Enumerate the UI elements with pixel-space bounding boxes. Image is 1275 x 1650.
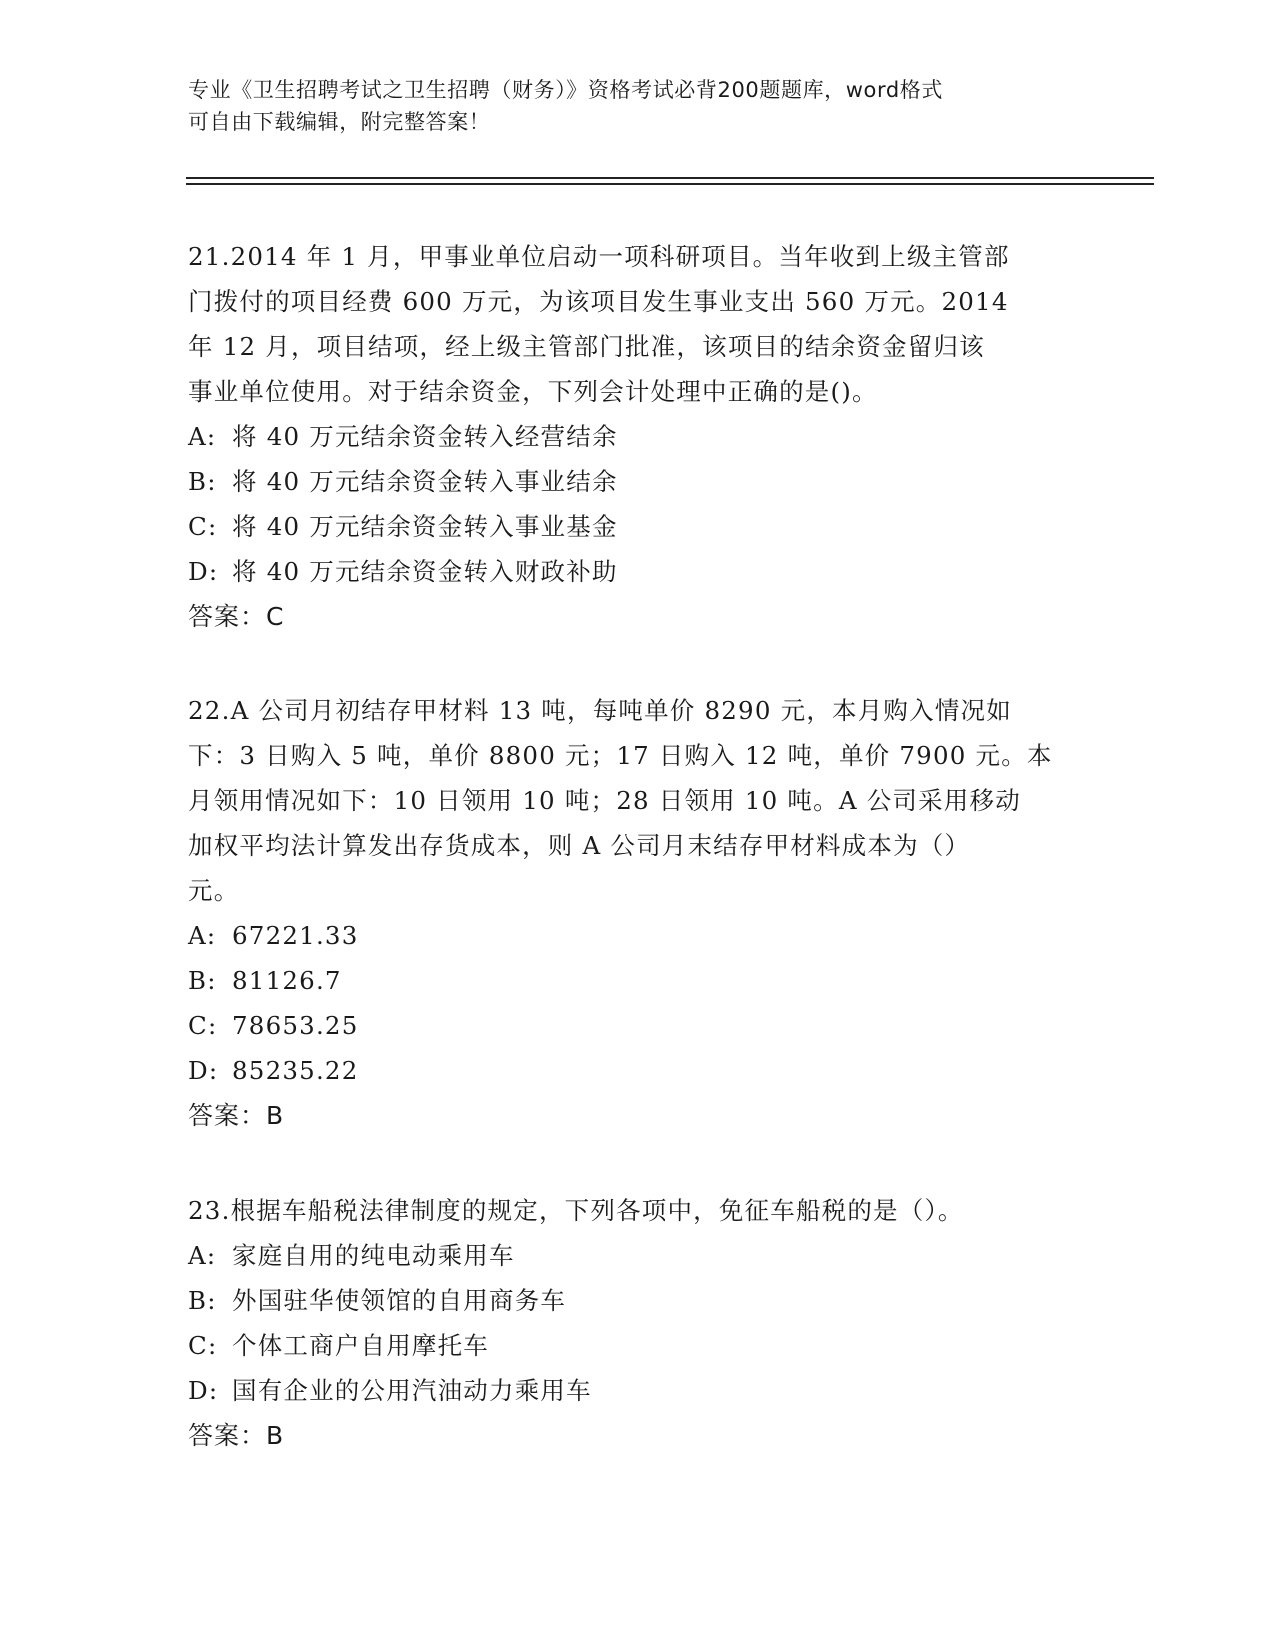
option-text: 将 40 万元结余资金转入财政补助: [232, 557, 618, 586]
question-text-line: 事业单位使用。对于结余资金，下列会计处理中正确的是()。: [188, 377, 878, 406]
answer-label: 答案：B: [188, 1101, 285, 1130]
question-22: [188, 688, 1088, 1138]
answer-label: 答案：B: [188, 1421, 285, 1450]
header-title-line-1: 专业《卫生招聘考试之卫生招聘（财务）》资格考试必背200题题库，word格式: [188, 78, 943, 102]
option-text: 将 40 万元结余资金转入事业结余: [232, 467, 618, 496]
option-text: 将 40 万元结余资金转入事业基金: [232, 512, 618, 541]
option-text: 85235.22: [232, 1056, 359, 1085]
option-d: [188, 1048, 1088, 1093]
option-text: 将 40 万元结余资金转入经营结余: [232, 422, 618, 451]
question-text-line: 加权平均法计算发出存货成本，则 A 公司月末结存甲材料成本为（）: [188, 831, 971, 860]
question-text-line: 23.根据车船税法律制度的规定，下列各项中，免征车船税的是（）。: [188, 1196, 964, 1225]
option-b: [188, 459, 1088, 504]
option-letter: B:: [188, 966, 217, 995]
option-d: [188, 549, 1088, 594]
question-text-line: 月领用情况如下：10 日领用 10 吨；28 日领用 10 吨。A 公司采用移动: [188, 786, 1021, 815]
option-letter: C:: [188, 512, 218, 541]
header-divider-top: [186, 177, 1154, 179]
option-letter: B:: [188, 1286, 217, 1315]
option-text: 国有企业的公用汽油动力乘用车: [232, 1376, 592, 1405]
option-letter: A:: [188, 422, 217, 451]
question-text-line: 元。: [188, 876, 240, 905]
option-letter: B:: [188, 467, 217, 496]
option-b: [188, 1278, 1088, 1323]
option-d: [188, 1368, 1088, 1413]
answer-label: 答案：C: [188, 602, 285, 631]
option-text: 78653.25: [232, 1011, 359, 1040]
option-c: [188, 1003, 1088, 1048]
option-letter: D:: [188, 1056, 219, 1085]
option-letter: A:: [188, 1241, 217, 1270]
option-letter: D:: [188, 1376, 219, 1405]
option-text: 家庭自用的纯电动乘用车: [232, 1241, 515, 1270]
option-b: [188, 958, 1088, 1003]
question-text-line: 门拨付的项目经费 600 万元，为该项目发生事业支出 560 万元。2014: [188, 287, 1009, 316]
document-header: [188, 74, 1068, 138]
question-text-line: 22.A 公司月初结存甲材料 13 吨，每吨单价 8290 元，本月购入情况如: [188, 696, 1012, 725]
option-letter: C:: [188, 1331, 218, 1360]
option-text: 外国驻华使领馆的自用商务车: [232, 1286, 567, 1315]
option-text: 67221.33: [232, 921, 359, 950]
question-text-line: 年 12 月，项目结项，经上级主管部门批准，该项目的结余资金留归该: [188, 332, 985, 361]
option-a: [188, 1233, 1088, 1278]
option-c: [188, 1323, 1088, 1368]
question-text-line: 21.2014 年 1 月，甲事业单位启动一项科研项目。当年收到上级主管部: [188, 242, 1010, 271]
option-c: [188, 504, 1088, 549]
question-text-line: 下：3 日购入 5 吨，单价 8800 元；17 日购入 12 吨，单价 7900 元。本: [188, 741, 1053, 770]
option-text: 81126.7: [232, 966, 342, 995]
question-23: [188, 1188, 1088, 1458]
option-text: 个体工商户自用摩托车: [232, 1331, 489, 1360]
option-a: [188, 913, 1088, 958]
header-title-line-2: 可自由下载编辑，附完整答案！: [188, 110, 491, 134]
option-letter: C:: [188, 1011, 218, 1040]
question-21: [188, 234, 1088, 639]
option-a: [188, 414, 1088, 459]
option-letter: D:: [188, 557, 219, 586]
option-letter: A:: [188, 921, 217, 950]
header-divider-bottom: [186, 183, 1154, 185]
